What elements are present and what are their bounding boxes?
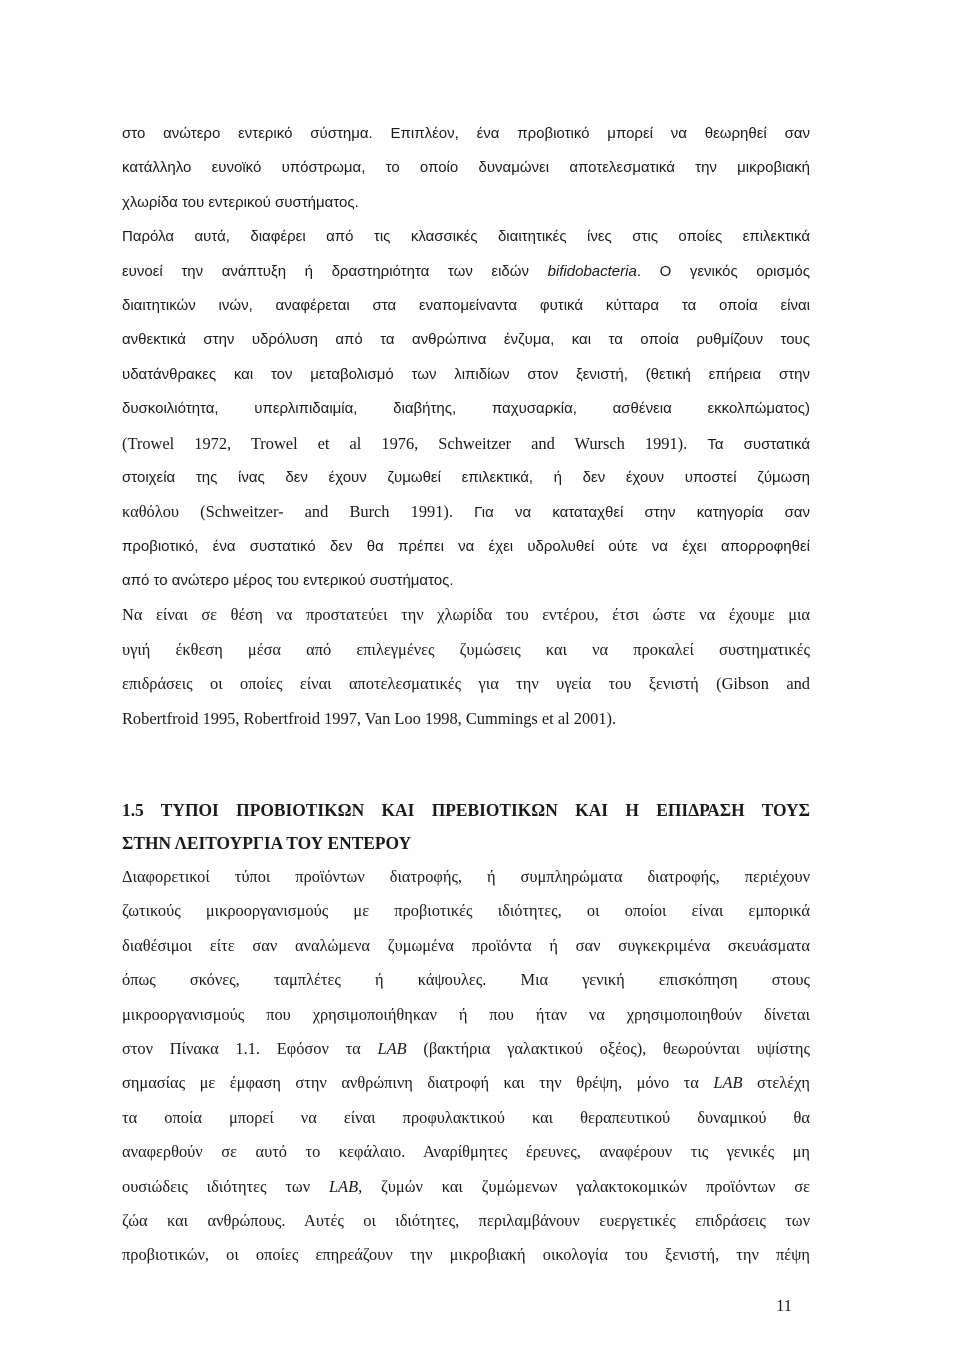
text-line: αναφερθούν σε αυτό το κεφάλαιο. Αναρίθμητες έρευνες, αναφέρουν τις γενικές μη xyxy=(122,1142,810,1162)
heading-line: ΣΤΗΝ ΛΕΙΤΟΥΡΓΙΑ ΤΟΥ ΕΝΤΕΡΟΥ xyxy=(122,833,412,854)
section-heading xyxy=(122,794,810,860)
text-line: μικροοργανισμούς που χρησιμοποιήθηκαν ή που ήταν να χρησιμοποιηθούν δίνεται xyxy=(122,1004,810,1024)
italic-term: LAB xyxy=(377,1038,407,1058)
paragraph xyxy=(122,117,810,220)
citation: καθόλου (Schweitzer- and Burch 1991). xyxy=(122,502,453,522)
text-span: . Ο γενικός ορισμός xyxy=(636,262,810,280)
paragraph xyxy=(122,220,810,598)
text-line xyxy=(122,495,810,529)
text-span: ζυμών και ζυμώμενων γαλακτοκομικών προϊόντων σε xyxy=(362,1176,810,1196)
text-line: Robertfroid 1995, Robertfroid 1997, Van Loo 1998, Cummings et al 2001). xyxy=(122,708,617,728)
text-line: όπως σκόνες, ταμπλέτες ή κάψουλες. Μια γενική επισκόπηση στους xyxy=(122,970,810,990)
text-line xyxy=(122,1066,810,1100)
text-line xyxy=(122,1170,810,1204)
text-line xyxy=(122,255,810,289)
text-span: (βακτήρια γαλακτικού οξέος), θεωρούνται υψίστης xyxy=(406,1038,810,1058)
text-line: διαιτητικών ινών, αναφέρεται στα εναπομείναντα φυτικά κύτταρα τα οποία είναι xyxy=(122,296,810,314)
text-span: Τα συστατικά xyxy=(687,435,810,453)
text-line: στο ανώτερο εντερικό σύστημα. Επιπλέον, ένα προβιοτικό μπορεί να θεωρηθεί σαν xyxy=(122,125,810,142)
text-line: Παρόλα αυτά, διαφέρει από τις κλασσικές διαιτητικές ίνες στις οποίες επιλεκτικά xyxy=(122,228,810,246)
paragraph xyxy=(122,598,810,736)
text-line: προβιοτικών, οι οποίες επηρεάζουν την μικροβιακή οικολογία του ξενιστή, την πέψη xyxy=(122,1245,810,1265)
text-line: τα οποία μπορεί να είναι προφυλακτικού και θεραπευτικού δυναμικού θα xyxy=(122,1107,810,1127)
text-line: επιδράσεις οι οποίες είναι αποτελεσματικές για την υγεία του ξενιστή (Gibson and xyxy=(122,674,810,694)
italic-term: LAB, xyxy=(328,1176,363,1196)
paragraph xyxy=(122,860,810,1273)
text-span: ουσιώδεις ιδιότητες των xyxy=(122,1176,329,1196)
section-spacer xyxy=(122,736,810,794)
text-line: στοιχεία της ίνας δεν έχουν ζυμωθεί επιλεκτικά, ή δεν έχουν υποστεί ζύμωση xyxy=(122,468,810,486)
text-span: ευνοεί την ανάπτυξη ή δραστηριότητα των ειδών xyxy=(122,262,548,280)
text-span: στον Πίνακα 1.1. Εφόσον τα xyxy=(122,1038,378,1058)
italic-term: LAB xyxy=(713,1073,743,1093)
text-line: υγιή έκθεση μέσα από επιλεγμένες ζυμώσεις και να προκαλεί συστηματικές xyxy=(122,639,810,659)
citation: (Trowel 1972, Trowel et al 1976, Schweitzer and Wursch 1991). xyxy=(122,433,688,453)
text-line: από το ανώτερο μέρος του εντερικού συστήματος. xyxy=(122,572,454,590)
text-span: σημασίας με έμφαση στην ανθρώπινη διατροφή και την θρέψη, μόνο τα xyxy=(122,1073,714,1093)
page-number: 11 xyxy=(776,1296,792,1315)
text-line: χλωρίδα του εντερικού συστήματος. xyxy=(122,193,359,211)
text-line xyxy=(122,427,810,461)
text-line: ζωτικούς μικροοργανισμούς με προβιοτικές ιδιότητες, οι οποίοι είναι εμπορικά xyxy=(122,901,810,921)
text-line: διαθέσιμοι είτε σαν αναλώμενα ζυμωμένα προϊόντα ή σαν συγκεκριμένα σκευάσματα xyxy=(122,935,810,955)
text-line: ανθεκτικά στην υδρόλυση από τα ανθρώπινα ένζυμα, και τα οποία ρυθμίζουν τους xyxy=(122,331,810,349)
text-line: Διαφορετικοί τύποι προϊόντων διατροφής, ή συμπληρώματα διατροφής, περιέχουν xyxy=(122,867,810,887)
text-line: δυσκοιλιότητα, υπερλιπιδαιμία, διαβήτης, παχυσαρκία, ασθένεια εκκολπώματος) xyxy=(122,400,810,418)
text-span: Για να καταταχθεί στην κατηγορία σαν xyxy=(452,504,811,522)
italic-term: bifidobacteria xyxy=(547,262,637,280)
text-line: προβιοτικό, ένα συστατικό δεν θα πρέπει να έχει υδρολυθεί ούτε να έχει απορροφηθεί xyxy=(122,537,810,555)
text-span: στελέχη xyxy=(742,1073,810,1093)
heading-line: 1.5 ΤΥΠΟΙ ΠΡΟΒΙΟΤΙΚΩΝ ΚΑΙ ΠΡΕΒΙΟΤΙΚΩΝ ΚΑΙ Η ΕΠΙΔΡΑΣΗ ΤΟΥΣ xyxy=(122,800,810,821)
document-page xyxy=(122,117,810,1273)
text-line: ζώα και ανθρώπους. Αυτές οι ιδιότητες, περιλαμβάνουν ευεργετικές επιδράσεις των xyxy=(122,1210,810,1230)
text-line xyxy=(122,1032,810,1066)
text-line: Να είναι σε θέση να προστατεύει την χλωρίδα του εντέρου, έτσι ώστε να έχουμε μια xyxy=(122,605,810,625)
text-line: κατάλληλο ευνοϊκό υπόστρωμα, το οποίο δυναμώνει αποτελεσματικά την μικροβιακή xyxy=(122,159,810,177)
text-line: υδατάνθρακες και τον μεταβολισμό των λιπιδίων στον ξενιστή, (θετική επήρεια στην xyxy=(122,365,810,383)
